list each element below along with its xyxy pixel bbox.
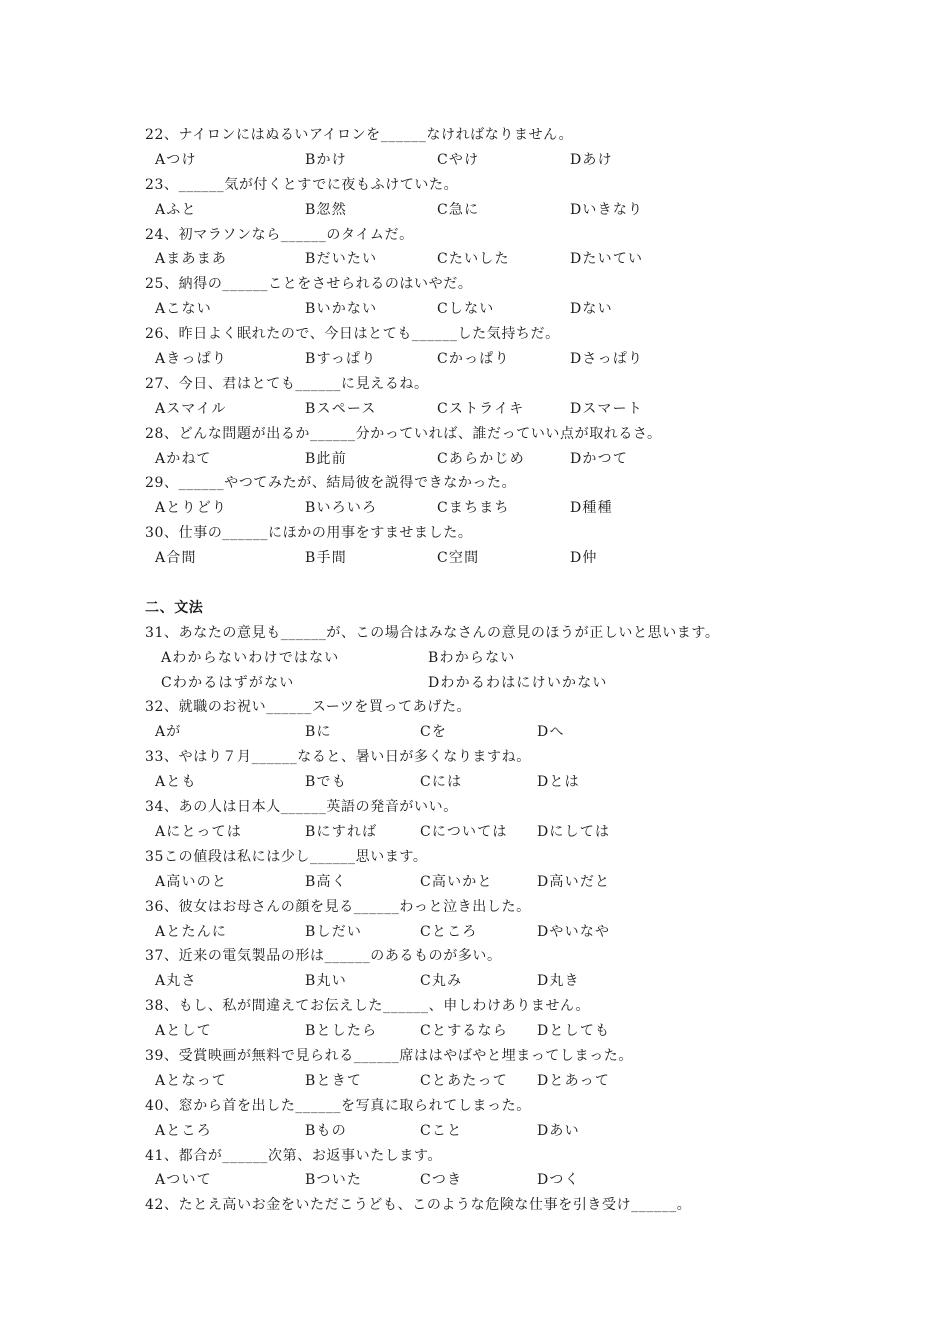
option-row — [145, 297, 925, 322]
option-d: D仲 — [570, 550, 598, 567]
question-item — [145, 223, 925, 273]
option-c: Cたいした — [437, 251, 510, 268]
section-grammar — [145, 596, 925, 1218]
question-item — [145, 1144, 925, 1194]
question-stem: 35この値段は私には少し______思います。 — [145, 848, 428, 865]
option-a: Aとして — [155, 1023, 212, 1040]
option-a: Aきっぱり — [155, 351, 228, 368]
option-c: Cやけ — [437, 151, 480, 168]
question-stem: 42、たとえ高いお金をいただこうども、このような危険な仕事を引き受け______。 — [145, 1197, 692, 1214]
option-d: Dあけ — [570, 151, 613, 168]
question-item — [145, 944, 925, 994]
option-c: Cしない — [437, 301, 495, 318]
option-a: Aふと — [155, 201, 197, 218]
question-item — [145, 272, 925, 322]
option-c: Cあらかじめ — [437, 450, 525, 467]
option-b: B高く — [305, 873, 347, 890]
question-stem: 29、______やつてみたが、結局彼を説得できなかった。 — [145, 475, 517, 492]
question-stem: 24、初マラソンなら______のタイムだ。 — [145, 226, 414, 243]
question-stem: 36、彼女はお母さんの顔を見る______わっと泣き出した。 — [145, 898, 531, 915]
question-stem: 33、やはり７月______なると、暑い日が多くなりますね。 — [145, 749, 531, 766]
question-item — [145, 845, 925, 895]
option-b: Bでも — [305, 774, 347, 791]
option-d: Dとは — [537, 774, 580, 791]
question-item — [145, 795, 925, 845]
question-stem: 32、就職のお祝い______スーツを買ってあげた。 — [145, 699, 472, 716]
option-d: Dへ — [537, 724, 565, 741]
question-item — [145, 372, 925, 422]
question-stem: 25、納得の______ことをさせられるのはいやだ。 — [145, 276, 473, 293]
option-d: Dとあって — [537, 1072, 611, 1089]
question-stem: 23、______気が付くとすでに夜もふけていた。 — [145, 176, 459, 193]
option-c: Cこと — [420, 1122, 463, 1139]
option-c: C急に — [437, 201, 480, 218]
question-stem: 37、近来の電気製品の形は______のあるものが多い。 — [145, 948, 502, 965]
option-c: Cとあたって — [420, 1072, 508, 1089]
option-row — [145, 720, 925, 745]
question-stem: 27、今日、君はとても______に見えるね。 — [145, 375, 429, 392]
option-c: Cとするなら — [420, 1023, 508, 1040]
option-b: Bだいたい — [305, 251, 378, 268]
question-item — [145, 1044, 925, 1094]
option-b: B忽然 — [305, 201, 347, 218]
option-d: Dさっぱり — [570, 351, 644, 368]
option-b: Bかけ — [305, 151, 347, 168]
option-row — [145, 447, 925, 472]
option-d: Dわかるわはにけいかない — [428, 674, 608, 691]
option-c: Cかっぱり — [437, 351, 510, 368]
option-c: C高いかと — [420, 873, 493, 890]
option-row — [145, 646, 925, 671]
option-a: Aとなって — [155, 1072, 228, 1089]
option-d: Dとしても — [537, 1023, 611, 1040]
option-row — [145, 820, 925, 845]
option-c: Cまちまち — [437, 500, 510, 517]
option-c: C丸み — [420, 973, 463, 990]
option-b: Bわからない — [428, 649, 516, 666]
option-b: Bもの — [305, 1122, 347, 1139]
option-b: B丸い — [305, 973, 347, 990]
option-d: Dやいなや — [537, 923, 611, 940]
question-item — [145, 1094, 925, 1144]
option-row — [145, 671, 925, 696]
question-item — [145, 322, 925, 372]
option-d: Dあい — [537, 1122, 580, 1139]
option-b: Bスペース — [305, 400, 377, 417]
option-d: Dつく — [537, 1172, 580, 1189]
option-a: A合間 — [155, 550, 197, 567]
option-b: Bすっぱり — [305, 351, 377, 368]
option-row — [145, 148, 925, 173]
option-d: D種種 — [570, 500, 613, 517]
option-row — [145, 1119, 925, 1144]
question-stem: 22、ナイロンにはぬるいアイロンを______なければなりません。 — [145, 127, 574, 143]
option-row — [145, 770, 925, 795]
question-item — [145, 471, 925, 521]
option-c: Cところ — [420, 923, 478, 940]
option-c: Cを — [420, 724, 448, 741]
question-item — [145, 123, 925, 173]
question-item — [145, 422, 925, 472]
section-vocabulary — [145, 123, 925, 571]
question-stem: 28、どんな問題が出るか______分かっていれば、誰だっていい点が取れるさ。 — [145, 425, 662, 442]
option-d: Dにしては — [537, 823, 611, 840]
option-b: B此前 — [305, 450, 347, 467]
option-c: Cストライキ — [437, 400, 525, 417]
option-d: Dスマート — [570, 400, 643, 417]
option-a: Aところ — [155, 1122, 212, 1139]
option-b: Bいろいろ — [305, 500, 378, 517]
option-row — [145, 397, 925, 422]
option-b: B手間 — [305, 550, 347, 567]
option-a: A高いのと — [155, 873, 228, 890]
option-row — [145, 1019, 925, 1044]
question-list — [145, 123, 925, 1218]
question-stem: 26、昨日よく眠れたので、今日はとても______した気持ちだ。 — [145, 326, 560, 343]
option-b: Bしだい — [305, 923, 363, 940]
section-heading: 二、文法 — [145, 599, 204, 616]
question-stem: 31、あなたの意見も______が、この場合はみなさんの意見のほうが正しいと思います。 — [145, 624, 720, 641]
option-b: Bとしたら — [305, 1023, 378, 1040]
option-b: Bに — [305, 724, 332, 741]
option-d: Dかつて — [570, 450, 629, 467]
option-row — [145, 969, 925, 994]
option-row — [145, 1069, 925, 1094]
option-b: Bついた — [305, 1172, 363, 1189]
option-row — [145, 920, 925, 945]
option-d: D丸き — [537, 973, 580, 990]
option-b: Bにすれば — [305, 823, 378, 840]
question-item — [145, 994, 925, 1044]
option-row — [145, 1168, 925, 1193]
question-stem: 30、仕事の______にほかの用事をすませました。 — [145, 525, 473, 542]
option-c: C空間 — [437, 550, 480, 567]
question-stem: 38、もし、私が間違えてお伝えした______、申しわけありません。 — [145, 998, 591, 1015]
question-stem: 40、窓から首を出した______を写真に取られてしまった。 — [145, 1097, 531, 1114]
option-a: Aまあまあ — [155, 251, 228, 268]
option-c: Cについては — [420, 823, 508, 840]
option-a: Aスマイル — [155, 400, 227, 417]
option-a: A丸さ — [155, 973, 197, 990]
question-stem: 34、あの人は日本人______英語の発音がいい。 — [145, 799, 458, 816]
question-stem: 41、都合が______次第、お返事いたします。 — [145, 1147, 443, 1164]
question-31 — [145, 621, 925, 696]
option-d: Dたいてい — [570, 251, 644, 268]
option-a: Aが — [155, 724, 182, 741]
question-item — [145, 521, 925, 571]
option-a: Aとりどり — [155, 500, 228, 517]
option-row — [145, 198, 925, 223]
option-row — [145, 247, 925, 272]
option-row — [145, 870, 925, 895]
option-b: Bときて — [305, 1072, 363, 1089]
option-a: Aかねて — [155, 450, 212, 467]
question-item — [145, 745, 925, 795]
option-a: Aこない — [155, 301, 212, 318]
option-row — [145, 347, 925, 372]
option-a: Aわからないわけではない — [161, 649, 340, 666]
question-item — [145, 695, 925, 745]
option-row — [145, 496, 925, 521]
section-spacer — [145, 571, 925, 596]
question-item — [145, 1193, 925, 1218]
question-item — [145, 173, 925, 223]
option-d: Dいきなり — [570, 201, 644, 218]
option-d: Dない — [570, 301, 613, 318]
option-a: Aついて — [155, 1172, 212, 1189]
option-b: Bいかない — [305, 301, 378, 318]
option-a: Aにとっては — [155, 823, 243, 840]
option-d: D高いだと — [537, 873, 611, 890]
question-stem: 39、受賞映画が無料で見られる______席ははやばやと埋まってしまった。 — [145, 1047, 634, 1064]
option-row — [145, 546, 925, 571]
option-c: Cつき — [420, 1172, 463, 1189]
question-item — [145, 895, 925, 945]
option-a: Aつけ — [155, 151, 197, 168]
option-a: Aとたんに — [155, 923, 228, 940]
option-c: Cには — [420, 774, 463, 791]
option-c: Cわかるはずがない — [161, 674, 295, 691]
option-a: Aとも — [155, 774, 197, 791]
